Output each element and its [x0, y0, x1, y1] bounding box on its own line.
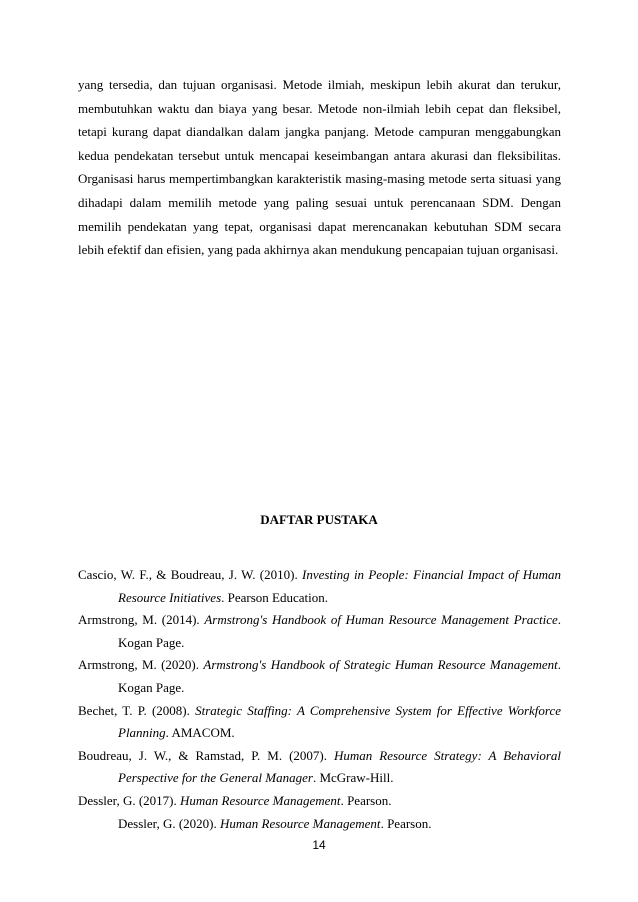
reference-publisher: . McGraw-Hill. [312, 770, 394, 786]
reference-authors: Bechet, T. P. (2008). [78, 702, 196, 718]
body-paragraph: yang tersedia, dan tujuan organisasi. Metode ilmiah, meskipun lebih akurat dan terukur, membutuhkan waktu dan biaya yang besar. Metode non-ilmiah lebih cepat dan fleksibel, tetapi kurang dapat diandalkan dalam jangka panjang. Metode campuran menggabungkan kedua pendekatan tersebut untuk mencapai keseimbangan antara akurasi dan fleksibilitas. Organisasi harus mempertimbangkan karakteristik masing-masing metode serta situasi yang dihadapi dalam memilih metode yang paling sesuai untuk perencanaan SDM. Dengan memilih pendekatan yang tepat, organisasi dapat merencanakan kebutuhan SDM secara lebih efektif dan efisien, yang pada akhirnya akan mendukung pencapaian tujuan organisasi. [78, 77, 561, 258]
reference-item [78, 654, 561, 699]
reference-title: Investing in People: Financial Impact of Human Resource Initiatives [118, 567, 561, 605]
reference-publisher: . Pearson. [380, 815, 432, 831]
reference-item [78, 564, 561, 609]
reference-title: Strategic Staffing: A Comprehensive System for Effective Workforce Planning [118, 702, 561, 741]
reference-authors: Boudreau, J. W., & Ramstad, P. M. (2007). [78, 747, 334, 763]
reference-item [78, 790, 561, 813]
reference-publisher: . Kogan Page. [118, 657, 561, 695]
reference-item-indented [78, 813, 561, 836]
reference-authors: Dessler, G. (2017). [78, 792, 181, 808]
page-number: 14 [312, 838, 326, 852]
reference-authors: Cascio, W. F., & Boudreau, J. W. (2010). [78, 567, 302, 582]
reference-item [78, 609, 561, 654]
reference-publisher: . Kogan Page. [118, 612, 561, 650]
reference-title: Human Resource Strategy: A Behavioral Perspective for the General Manager [118, 747, 561, 786]
reference-title: Human Resource Management [220, 815, 381, 831]
reference-item [78, 700, 561, 745]
reference-publisher: . AMACOM. [165, 725, 235, 741]
reference-title: Armstrong's Handbook of Strategic Human Resource Management [203, 657, 558, 673]
reference-item [78, 745, 561, 790]
reference-authors: Armstrong, M. (2014). [78, 612, 205, 628]
reference-title: Human Resource Management [180, 792, 341, 808]
reference-title: Armstrong's Handbook of Human Resource Management Practice [204, 612, 558, 628]
reference-publisher: . Pearson. [340, 792, 392, 808]
references-heading: DAFTAR PUSTAKA [260, 512, 378, 527]
reference-authors: Dessler, G. (2020). [118, 815, 221, 831]
reference-publisher: . Pearson Education. [221, 589, 328, 605]
reference-authors: Armstrong, M. (2020). [78, 657, 204, 673]
reference-list [78, 564, 561, 835]
